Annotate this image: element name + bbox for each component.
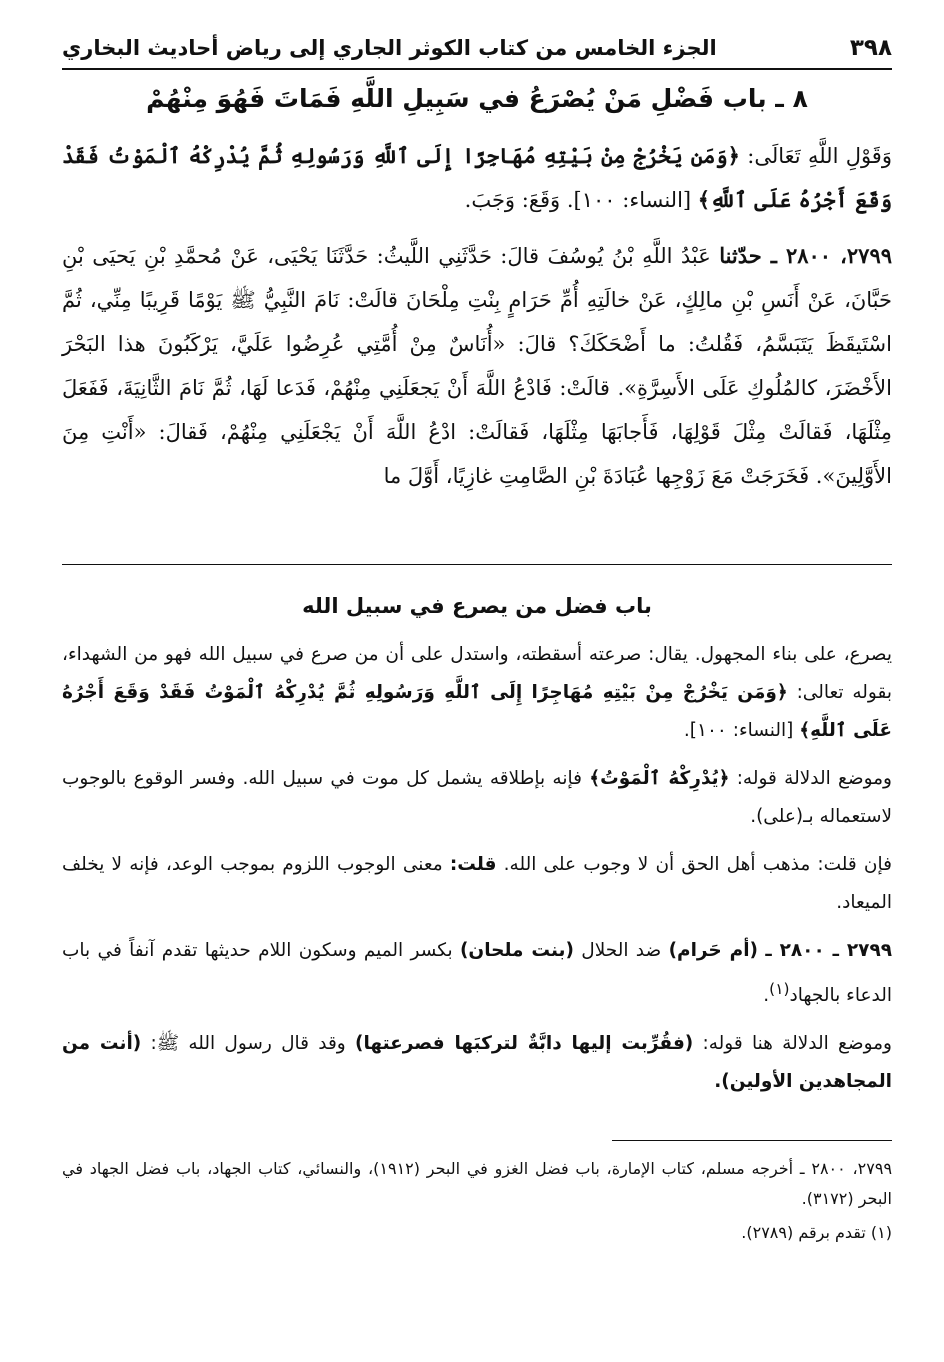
matn-block bbox=[62, 134, 892, 222]
footnote-separator bbox=[612, 1140, 892, 1141]
sharh-paragraph bbox=[62, 636, 892, 750]
sharh-hadith-number: ٢٧٩٩ ـ ٢٨٠٠ ـ bbox=[765, 940, 893, 961]
sharh-label: قلت: bbox=[449, 854, 497, 875]
sharh-paragraph bbox=[62, 760, 892, 836]
sharh-verse: ﴿وَمَن يَخْرُجْ مِنْ بَيْتِهِ مُهَاجِرًا إِلَى ٱللَّهِ وَرَسُولِهِ ثُمَّ يُدْرِكْهُ ٱلْمَوْتُ فَقَدْ وَقَعَ أَجْرُهُ عَلَى ٱللَّهِ﴾ bbox=[62, 682, 892, 741]
matn-intro: وَقَوْلِ اللَّهِ تَعَالَى: bbox=[747, 144, 892, 168]
sharh-text: معنى الوجوب اللزوم بموجب الوعد، فإنه لا يخلف الميعاد. bbox=[62, 854, 892, 913]
chapter-title: ٨ ـ باب فَضْلِ مَنْ يُصْرَعُ في سَبِيلِ اللَّهِ فَمَاتَ فَهُوَ مِنْهُمْ bbox=[146, 84, 808, 113]
sharh-text: وقد قال رسول الله ﷺ: bbox=[150, 1033, 346, 1055]
footnote-marker: (١) bbox=[769, 980, 790, 998]
hadith-block bbox=[62, 234, 892, 498]
page-number: ٣٩٨ bbox=[849, 35, 892, 61]
footnotes bbox=[62, 1154, 892, 1252]
page-header bbox=[62, 28, 892, 70]
sharh-text: وموضع الدلالة قوله: bbox=[736, 768, 892, 789]
sharh-paragraph bbox=[62, 846, 892, 922]
sharh-text: فإن قلت: مذهب أهل الحق أن لا وجوب على الله. bbox=[503, 854, 892, 875]
sharh-paragraph: ٢٧٩٩ ـ ٢٨٠٠ ـ (أم حَرام) ضد الحلال (بنت ملحان) بكسر الميم وسكون اللام حديثها تقدم آنفاً في باب الدعاء بالجهاد$^{(١)}$. bbox=[62, 940, 893, 1007]
sharh-text: فإنه بإطلاقه يشمل كل موت في سبيل الله. وفسر الوقوع بالوجوب لاستعماله بـ(على). bbox=[62, 768, 892, 827]
sharh-quote: (أنت من المجاهدين الأولين). bbox=[62, 1033, 892, 1093]
hadith-numbers: ٢٧٩٩، ٢٨٠٠ ـ حدّثنا bbox=[719, 243, 893, 268]
footnote: ٢٧٩٩، ٢٨٠٠ ـ أخرجه مسلم، كتاب الإمارة، باب فضل الغزو في البحر (١٩١٢)، والنسائي، كتاب الجهاد، باب فضل الجهاد في البحر (٣١٧٢). bbox=[62, 1159, 893, 1208]
sharh-verse-ref: [النساء: ١٠٠]. bbox=[683, 720, 794, 741]
sharh-block bbox=[62, 636, 892, 1111]
sharh-title: باب فضل من يصرع في سبيل الله bbox=[302, 594, 652, 618]
matn-verse-ref: [النساء: ١٠٠]. وَقَعَ: وَجَبَ. bbox=[464, 188, 692, 212]
footnote: (١) تقدم برقم (٢٧٨٩). bbox=[741, 1223, 892, 1242]
sharh-text: وموضع الدلالة هنا قوله: bbox=[702, 1033, 892, 1055]
hadith-text: عَبْدُ اللَّهِ بْنُ يُوسُفَ قالَ: حَدَّثَنِي اللَّيثُ: حَدَّثَنَا يَحْيَى، عَنْ مُحمَّدِ بْنِ يَحيَى بْنِ حَبَّانَ، عَنْ أَنَسِ بْنِ مالِكٍ، عَنْ خالَتِهِ أُمِّ حَرَامٍ بِنْتِ مِلْحَانَ قالَتْ: نَامَ النَّبِيُّ ﷺ يَوْمًا قَرِيبًا مِنِّي، ثُمَّ اسْتَيقَظَ يَتَبَسَّمُ، فَقُلتُ: ما أَضْحَكَكَ؟ قالَ: «أُنَاسٌ مِنْ أُمَّتِي عُرِضُوا عَلَيَّ، يَرْكَبُونَ هذا البَحْرَ الأَخْضَرَ، كالمُلُوكِ عَلَى الأَسِرَّةِ». قالَتْ: فَادْعُ اللَّهَ أَنْ يَجعَلَنِي مِنْهُمْ، فَدَعا لَهَا، ثُمَّ نَامَ الثَّانِيَةَ، فَفَعَلَ مِثْلَهَا، فَقالَتْ مِثْلَ قَوْلِهَا، فَأَجابَهَا مِثْلَهَا، فَقالَتْ: ادْعُ اللَّهَ أَنْ يَجْعَلَنِي مِنْهُمْ، فَقالَ: «أَنْتِ مِنَ الأَوَّلِينَ». فَخَرَجَتْ مَعَ زَوْجِها عُبَادَةَ بْنِ الصَّامِتِ غازِيًا، أَوَّلَ ما bbox=[62, 244, 892, 488]
sharh-quote: (فقُرِّبت إليها دابَّةٌ لتركبَها فصرعتها) bbox=[354, 1033, 694, 1055]
matn-verse: ﴿وَمَن يَخْرُجْ مِنْ بَيْتِهِ مُهَاجِرًا إِلَى ٱللَّهِ وَرَسُولِهِ ثُمَّ يُدْرِكْهُ ٱلْمَوْتُ فَقَدْ وَقَعَ أَجْرُهُ عَلَى ٱللَّهِ﴾ bbox=[62, 143, 892, 212]
sharh-text: بكسر الميم وسكون اللام حديثها تقدم آنفاً في باب الدعاء بالجهاد bbox=[62, 940, 892, 1007]
sharh-text: يصرع، على بناء المجهول. يقال: صرعته أسقطته، واستدل على أن من صرع في سبيل الله فهو من الشهداء، بقوله تعالى: bbox=[62, 644, 892, 703]
sharh-term: (بنت ملحان) bbox=[459, 940, 574, 961]
sharh-term: (أم حَرام) bbox=[668, 940, 759, 961]
sharh-paragraph bbox=[62, 1025, 892, 1101]
section-separator bbox=[62, 564, 892, 565]
sharh-text: ضد الحلال bbox=[581, 940, 662, 961]
sharh-verse: ﴿يُدْرِكْهُ ٱلْمَوْتُ﴾ bbox=[589, 768, 730, 789]
running-title: الجزء الخامس من كتاب الكوثر الجاري إلى رياض أحاديث البخاري bbox=[62, 36, 717, 60]
